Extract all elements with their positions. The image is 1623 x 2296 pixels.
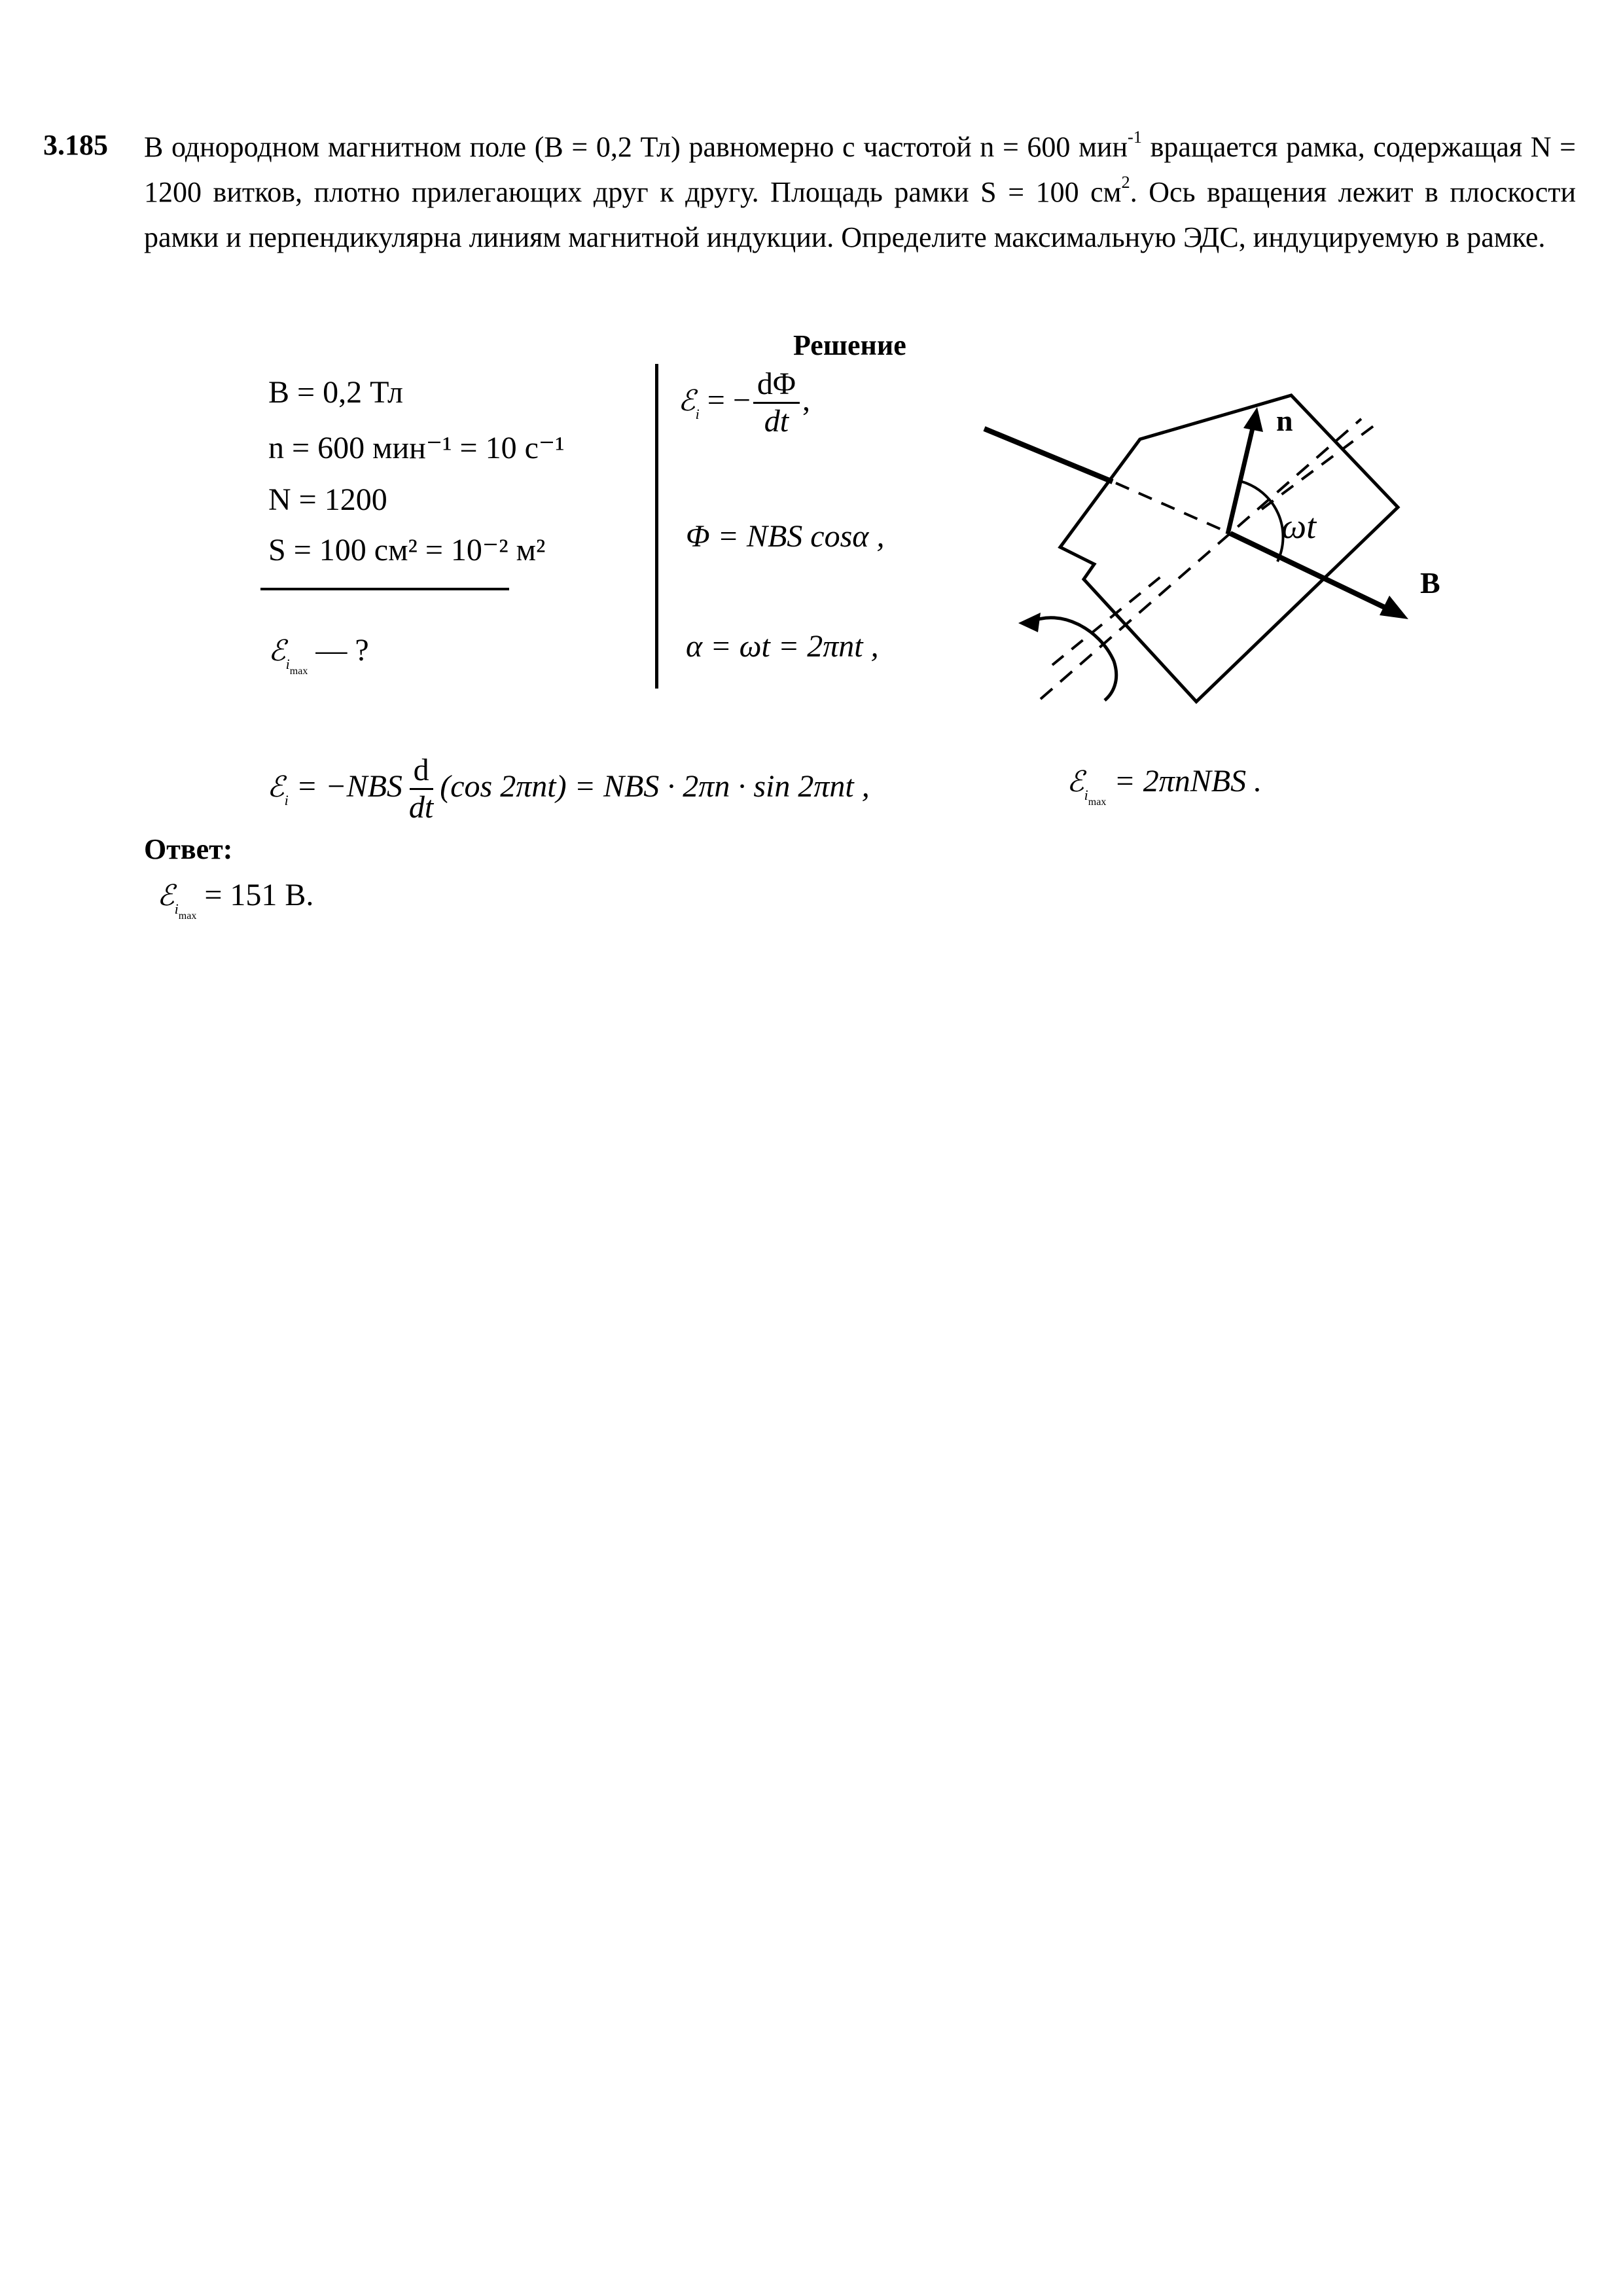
- emf-symbol-icon: ℰ: [1067, 765, 1084, 798]
- field-line-incoming: [984, 429, 1113, 482]
- emf-symbol-icon: ℰ: [268, 634, 286, 668]
- rotating-frame-diagram: [969, 353, 1466, 733]
- answer-value: ℰ$_{i_{max}}$ = 151 В.: [157, 878, 314, 922]
- equation-emf-derivation: ℰ$_i$ = −NBS $\frac{d}{dt}$ (cos 2πnt) = NBS · 2πn · sin 2πnt ,: [267, 753, 870, 825]
- solution-title: Решение: [793, 329, 906, 361]
- equation-faraday: ℰ$_i$ = − $\frac{d\Phi}{dt}$ ,: [678, 367, 810, 439]
- unknown-emf: ℰ$_{i_{max}}$ — ?: [268, 633, 369, 677]
- given-underline: [260, 588, 509, 590]
- column-separator: [655, 364, 658, 689]
- b-arrowhead-icon: [1380, 596, 1408, 619]
- rotation-arrow: [1031, 618, 1116, 700]
- equation-emf-max: ℰ$_{i_{max}}$ = 2πnNBS .: [1067, 764, 1262, 808]
- emf-symbol-icon: ℰ: [678, 384, 696, 418]
- rotation-arrowhead-icon: [1018, 613, 1041, 632]
- equation-flux: Φ = NBS cosα ,: [686, 519, 885, 554]
- rotation-axis: [1041, 419, 1361, 699]
- axis-parallel-2: [1262, 425, 1374, 509]
- emf-symbol-icon: ℰ: [157, 879, 175, 912]
- given-S: S = 100 см² = 10⁻² м²: [268, 533, 546, 567]
- problem-statement: В однородном магнитном поле (B = 0,2 Тл) равномерно с частотой n = 600 мин$^{-1}$ вращается рамка, содержащая N = 1200 витков, плотно прилегающих друг к другу. Площадь рамки S = 100 $см^2$. Ось вращения лежит в плоскости рамки и перпендикулярна линиям магнитной индукции. Определите максимальную ЭДС, индуцируемую в рамке.: [144, 126, 1576, 253]
- label-n: n: [1276, 404, 1293, 437]
- answer-label: Ответ:: [144, 833, 233, 865]
- equation-angle: α = ωt = 2πnt ,: [686, 629, 879, 664]
- unknown-mark: — ?: [315, 633, 369, 668]
- given-B: B = 0,2 Тл: [268, 375, 403, 410]
- field-line-dashed: [1116, 483, 1230, 533]
- problem-number: 3.185: [43, 129, 108, 161]
- emf-symbol-icon: ℰ: [267, 770, 285, 804]
- label-omega-t: ωt: [1281, 507, 1317, 546]
- given-n: n = 600 мин⁻¹ = 10 с⁻¹: [268, 431, 565, 465]
- label-B: B: [1420, 566, 1440, 600]
- n-arrowhead-icon: [1243, 407, 1263, 432]
- given-N: N = 1200: [268, 482, 387, 517]
